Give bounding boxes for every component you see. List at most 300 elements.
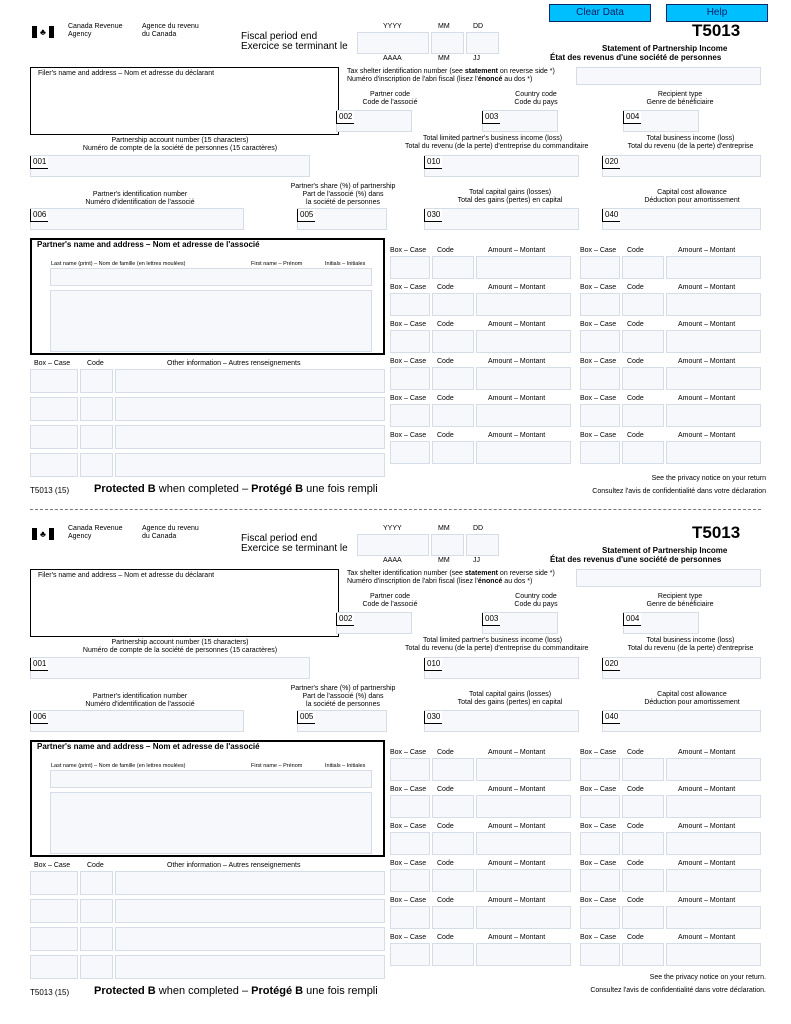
limited-income-label: Total du revenu (de la perte) d'entreprise du commanditaire bbox=[405, 645, 589, 652]
box-code: 003 bbox=[482, 613, 500, 626]
other-code-input[interactable] bbox=[80, 899, 113, 923]
business-income-label: Total business income (loss) bbox=[646, 637, 735, 644]
other-info-input[interactable] bbox=[115, 927, 385, 951]
code-input[interactable] bbox=[432, 293, 474, 316]
other-info-header: Other information – Autres renseignements bbox=[167, 862, 301, 869]
box-case-input[interactable] bbox=[390, 758, 430, 781]
code-header: Code bbox=[627, 284, 644, 291]
box-case-header: Box – Case bbox=[580, 358, 617, 365]
business-income-label: Total du revenu (de la perte) d'entreprise bbox=[627, 645, 754, 652]
box-case-input[interactable] bbox=[580, 943, 620, 966]
box-code: 030 bbox=[424, 711, 442, 724]
box-case-input[interactable] bbox=[580, 758, 620, 781]
capital-gains-input[interactable] bbox=[424, 208, 579, 230]
capital-gains-label: Total des gains (pertes) en capital bbox=[457, 197, 563, 204]
capital-gains-label: Total capital gains (losses) bbox=[468, 189, 552, 196]
limited-income-label: Total du revenu (de la perte) d'entreprise du commanditaire bbox=[405, 143, 589, 150]
code-header: Code bbox=[627, 395, 644, 402]
first-name-label: First name – Prénom bbox=[251, 763, 303, 769]
code-header: Code bbox=[437, 860, 454, 867]
box-case-input[interactable] bbox=[390, 404, 430, 427]
box-code: 040 bbox=[602, 711, 620, 724]
box-code: 001 bbox=[30, 156, 48, 169]
box-code: 003 bbox=[482, 111, 500, 124]
other-box-case-input[interactable] bbox=[30, 955, 78, 979]
amount-input[interactable] bbox=[666, 330, 761, 353]
capital-gains-label: Total capital gains (losses) bbox=[468, 691, 552, 698]
code-header: Code bbox=[627, 321, 644, 328]
box-case-input[interactable] bbox=[390, 869, 430, 892]
other-info-input[interactable] bbox=[115, 955, 385, 979]
box-code: 005 bbox=[297, 711, 315, 724]
box-code: 040 bbox=[602, 209, 620, 222]
account-number-label: Partnership account number (15 characters) bbox=[111, 137, 249, 144]
agency-fr: du Canada bbox=[142, 533, 177, 540]
canada-flag-icon: ♣ bbox=[32, 26, 54, 38]
box-case-header: Box – Case bbox=[580, 321, 617, 328]
other-box-case-input[interactable] bbox=[30, 871, 78, 895]
box-case-input[interactable] bbox=[390, 441, 430, 464]
country-code-label: Country code bbox=[515, 91, 557, 98]
country-code-label: Code du pays bbox=[514, 99, 558, 106]
box-case-input[interactable] bbox=[580, 906, 620, 929]
partner-share-label: Part de l'associé (%) dans bbox=[302, 693, 384, 700]
box-case-input[interactable] bbox=[580, 869, 620, 892]
country-code-label: Country code bbox=[515, 593, 557, 600]
amount-header: Amount – Montant bbox=[488, 321, 546, 328]
code-input[interactable] bbox=[622, 832, 664, 855]
cca-label: Capital cost allowance bbox=[657, 691, 727, 698]
box-code: 030 bbox=[424, 209, 442, 222]
amount-header: Amount – Montant bbox=[488, 860, 546, 867]
code-input[interactable] bbox=[432, 441, 474, 464]
amount-input[interactable] bbox=[476, 441, 571, 464]
code-input[interactable] bbox=[622, 256, 664, 279]
box-code: 004 bbox=[623, 613, 641, 626]
partner-id-label: Partner's identification number bbox=[92, 191, 188, 198]
amount-input[interactable] bbox=[476, 943, 571, 966]
code-header: Code bbox=[437, 432, 454, 439]
amount-input[interactable] bbox=[476, 367, 571, 390]
country-code-label: Code du pays bbox=[514, 601, 558, 608]
code-input[interactable] bbox=[622, 943, 664, 966]
partner-share-label: Part de l'associé (%) dans bbox=[302, 191, 384, 198]
amount-input[interactable] bbox=[666, 293, 761, 316]
help-button[interactable]: Help bbox=[666, 4, 768, 22]
amount-header: Amount – Montant bbox=[678, 284, 736, 291]
code-header: Code bbox=[627, 860, 644, 867]
code-header: Code bbox=[627, 358, 644, 365]
box-case-input[interactable] bbox=[390, 832, 430, 855]
form-title-fr: État des revenus d'une société de personnes bbox=[550, 53, 722, 62]
box-code: 002 bbox=[336, 613, 354, 626]
amount-header: Amount – Montant bbox=[678, 432, 736, 439]
date-label: AAAA bbox=[383, 557, 402, 564]
partner-address-input[interactable] bbox=[50, 792, 372, 854]
privacy-notice-en: See the privacy notice on your return bbox=[651, 475, 766, 482]
box-case-input[interactable] bbox=[580, 441, 620, 464]
form-id: T5013 (15) bbox=[30, 988, 70, 997]
partner-address-input[interactable] bbox=[50, 290, 372, 352]
amount-input[interactable] bbox=[666, 367, 761, 390]
code-input[interactable] bbox=[622, 367, 664, 390]
partner-id-label: Numéro d'identification de l'associé bbox=[85, 701, 195, 708]
amount-input[interactable] bbox=[666, 256, 761, 279]
box-code: 002 bbox=[336, 111, 354, 124]
box-case-input[interactable] bbox=[390, 367, 430, 390]
fiscal-year-input[interactable] bbox=[357, 534, 429, 556]
tax-shelter-label: Numéro d'inscription de l'abri fiscal (lisez l'énoncé au dos *) bbox=[347, 578, 533, 585]
amount-header: Amount – Montant bbox=[678, 749, 736, 756]
tax-shelter-label: Numéro d'inscription de l'abri fiscal (lisez l'énoncé au dos *) bbox=[347, 76, 533, 83]
partner-name-label: Partner's name and address – Nom et adresse de l'associé bbox=[37, 240, 260, 249]
limited-income-input[interactable] bbox=[424, 657, 579, 679]
amount-header: Amount – Montant bbox=[678, 860, 736, 867]
date-label: YYYY bbox=[383, 23, 402, 30]
partner-name-label: Partner's name and address – Nom et adresse de l'associé bbox=[37, 742, 260, 751]
code-header: Code bbox=[437, 823, 454, 830]
box-case-header: Box – Case bbox=[34, 360, 71, 367]
recipient-type-label: Genre de bénéficiaire bbox=[646, 601, 714, 608]
other-box-case-input[interactable] bbox=[30, 927, 78, 951]
tax-shelter-input[interactable] bbox=[576, 67, 761, 85]
box-case-input[interactable] bbox=[580, 293, 620, 316]
box-case-header: Box – Case bbox=[580, 432, 617, 439]
recipient-type-label: Genre de bénéficiaire bbox=[646, 99, 714, 106]
initials-label: Initials – Initiales bbox=[325, 261, 366, 267]
code-input[interactable] bbox=[432, 367, 474, 390]
code-input[interactable] bbox=[432, 832, 474, 855]
amount-header: Amount – Montant bbox=[488, 247, 546, 254]
other-info-input[interactable] bbox=[115, 899, 385, 923]
code-input[interactable] bbox=[432, 906, 474, 929]
amount-input[interactable] bbox=[476, 293, 571, 316]
box-case-header: Box – Case bbox=[390, 860, 427, 867]
amount-input[interactable] bbox=[476, 256, 571, 279]
other-box-case-input[interactable] bbox=[30, 453, 78, 477]
fiscal-period-label: Exercice se terminant le bbox=[241, 543, 348, 554]
limited-income-label: Total limited partner's business income (loss) bbox=[422, 637, 563, 644]
capital-gains-label: Total des gains (pertes) en capital bbox=[457, 699, 563, 706]
other-code-input[interactable] bbox=[80, 397, 113, 421]
code-header: Code bbox=[627, 786, 644, 793]
agency-en: Canada Revenue bbox=[68, 23, 123, 30]
business-income-input[interactable] bbox=[602, 657, 761, 679]
business-income-label: Total du revenu (de la perte) d'entreprise bbox=[627, 143, 754, 150]
code-header: Code bbox=[87, 360, 104, 367]
box-case-header: Box – Case bbox=[580, 284, 617, 291]
agency-en: Agency bbox=[68, 533, 92, 540]
business-income-input[interactable] bbox=[602, 155, 761, 177]
box-case-input[interactable] bbox=[580, 256, 620, 279]
code-header: Code bbox=[87, 862, 104, 869]
box-case-header: Box – Case bbox=[580, 860, 617, 867]
form-id: T5013 (15) bbox=[30, 486, 70, 495]
agency-en: Agency bbox=[68, 31, 92, 38]
box-case-header: Box – Case bbox=[390, 284, 427, 291]
amount-input[interactable] bbox=[666, 832, 761, 855]
box-case-input[interactable] bbox=[580, 832, 620, 855]
account-number-label: Numéro de compte de la société de personnes (15 caractères) bbox=[82, 647, 278, 654]
amount-input[interactable] bbox=[476, 832, 571, 855]
fiscal-month-input[interactable] bbox=[431, 32, 464, 54]
other-info-input[interactable] bbox=[115, 369, 385, 393]
box-case-header: Box – Case bbox=[34, 862, 71, 869]
other-box-case-input[interactable] bbox=[30, 369, 78, 393]
other-info-input[interactable] bbox=[115, 425, 385, 449]
box-case-header: Box – Case bbox=[390, 786, 427, 793]
account-number-label: Partnership account number (15 characters) bbox=[111, 639, 249, 646]
capital-gains-input[interactable] bbox=[424, 710, 579, 732]
first-name-label: First name – Prénom bbox=[251, 261, 303, 267]
limited-income-input[interactable] bbox=[424, 155, 579, 177]
code-input[interactable] bbox=[622, 441, 664, 464]
form-number: T5013 bbox=[692, 21, 741, 40]
initials-label: Initials – Initiales bbox=[325, 763, 366, 769]
box-case-input[interactable] bbox=[580, 404, 620, 427]
box-code: 020 bbox=[602, 156, 620, 169]
code-header: Code bbox=[627, 897, 644, 904]
other-info-input[interactable] bbox=[115, 871, 385, 895]
fiscal-day-input[interactable] bbox=[466, 534, 499, 556]
business-income-label: Total business income (loss) bbox=[646, 135, 735, 142]
box-case-input[interactable] bbox=[580, 367, 620, 390]
code-header: Code bbox=[437, 749, 454, 756]
date-label: YYYY bbox=[383, 525, 402, 532]
canada-flag-icon: ♣ bbox=[32, 528, 54, 540]
amount-input[interactable] bbox=[666, 758, 761, 781]
partner-id-input[interactable] bbox=[30, 710, 244, 732]
fiscal-year-input[interactable] bbox=[357, 32, 429, 54]
agency-fr: Agence du revenu bbox=[142, 525, 199, 532]
other-code-input[interactable] bbox=[80, 955, 113, 979]
code-header: Code bbox=[627, 432, 644, 439]
box-case-header: Box – Case bbox=[390, 358, 427, 365]
fiscal-month-input[interactable] bbox=[431, 534, 464, 556]
filer-label: Filer's name and address – Nom et adresse du déclarant bbox=[38, 70, 215, 77]
partner-id-label: Partner's identification number bbox=[92, 693, 188, 700]
date-label: JJ bbox=[473, 557, 480, 564]
fiscal-period-label: Exercice se terminant le bbox=[241, 41, 348, 52]
cca-input[interactable] bbox=[602, 710, 761, 732]
account-number-label: Numéro de compte de la société de personnes (15 caractères) bbox=[82, 145, 278, 152]
form-number: T5013 bbox=[692, 523, 741, 542]
code-header: Code bbox=[437, 786, 454, 793]
other-code-input[interactable] bbox=[80, 453, 113, 477]
code-input[interactable] bbox=[622, 293, 664, 316]
amount-input[interactable] bbox=[476, 330, 571, 353]
cca-label: Déduction pour amortissement bbox=[644, 197, 740, 204]
amount-input[interactable] bbox=[476, 906, 571, 929]
code-input[interactable] bbox=[432, 943, 474, 966]
form-title-fr: État des revenus d'une société de personnes bbox=[550, 555, 722, 564]
box-case-input[interactable] bbox=[580, 330, 620, 353]
box-case-header: Box – Case bbox=[390, 432, 427, 439]
amount-header: Amount – Montant bbox=[678, 395, 736, 402]
amount-input[interactable] bbox=[666, 869, 761, 892]
date-label: DD bbox=[473, 525, 484, 532]
other-code-input[interactable] bbox=[80, 425, 113, 449]
account-number-input[interactable] bbox=[30, 657, 310, 679]
code-header: Code bbox=[627, 247, 644, 254]
box-case-header: Box – Case bbox=[390, 321, 427, 328]
code-header: Code bbox=[437, 284, 454, 291]
code-input[interactable] bbox=[432, 404, 474, 427]
cca-label: Déduction pour amortissement bbox=[644, 699, 740, 706]
amount-input[interactable] bbox=[666, 943, 761, 966]
box-code: 006 bbox=[30, 711, 48, 724]
box-case-header: Box – Case bbox=[580, 749, 617, 756]
recipient-type-label: Recipient type bbox=[657, 91, 703, 98]
other-box-case-input[interactable] bbox=[30, 899, 78, 923]
last-name-label: Last name (print) – Nom de famille (en lettres moulées) bbox=[51, 763, 186, 769]
box-case-input[interactable] bbox=[390, 330, 430, 353]
form-title-en: Statement of Partnership Income bbox=[602, 44, 728, 53]
box-case-header: Box – Case bbox=[580, 934, 617, 941]
box-case-header: Box – Case bbox=[580, 247, 617, 254]
box-case-input[interactable] bbox=[390, 795, 430, 818]
amount-input[interactable] bbox=[476, 869, 571, 892]
partner-id-label: Numéro d'identification de l'associé bbox=[85, 199, 195, 206]
privacy-notice-fr: Consultez l'avis de confidentialité dans votre déclaration. bbox=[590, 987, 766, 994]
code-input[interactable] bbox=[622, 869, 664, 892]
code-header: Code bbox=[437, 358, 454, 365]
account-number-input[interactable] bbox=[30, 155, 310, 177]
agency-en: Canada Revenue bbox=[68, 525, 123, 532]
box-case-input[interactable] bbox=[390, 293, 430, 316]
box-case-input[interactable] bbox=[390, 906, 430, 929]
box-case-header: Box – Case bbox=[580, 897, 617, 904]
box-code: 004 bbox=[623, 111, 641, 124]
partner-code-label: Code de l'associé bbox=[362, 601, 418, 608]
amount-header: Amount – Montant bbox=[678, 358, 736, 365]
box-case-header: Box – Case bbox=[390, 247, 427, 254]
code-input[interactable] bbox=[622, 758, 664, 781]
box-case-input[interactable] bbox=[580, 795, 620, 818]
code-header: Code bbox=[437, 247, 454, 254]
other-box-case-input[interactable] bbox=[30, 425, 78, 449]
other-code-input[interactable] bbox=[80, 927, 113, 951]
protected-b-notice: Protected B when completed – Protégé B une fois rempli bbox=[94, 483, 378, 495]
amount-header: Amount – Montant bbox=[488, 358, 546, 365]
code-input[interactable] bbox=[622, 795, 664, 818]
clear-data-button[interactable]: Clear Data bbox=[549, 4, 651, 22]
amount-header: Amount – Montant bbox=[488, 786, 546, 793]
amount-input[interactable] bbox=[476, 795, 571, 818]
tax-shelter-input[interactable] bbox=[576, 569, 761, 587]
cca-input[interactable] bbox=[602, 208, 761, 230]
partner-code-label: Partner code bbox=[369, 593, 411, 600]
agency-fr: Agence du revenu bbox=[142, 23, 199, 30]
box-code: 005 bbox=[297, 209, 315, 222]
date-label: DD bbox=[473, 23, 484, 30]
box-case-input[interactable] bbox=[390, 943, 430, 966]
code-input[interactable] bbox=[622, 330, 664, 353]
code-input[interactable] bbox=[432, 795, 474, 818]
box-case-header: Box – Case bbox=[390, 395, 427, 402]
code-input[interactable] bbox=[432, 869, 474, 892]
form-title-en: Statement of Partnership Income bbox=[602, 546, 728, 555]
code-header: Code bbox=[437, 897, 454, 904]
partner-share-label: la société de personnes bbox=[306, 701, 380, 708]
partner-id-input[interactable] bbox=[30, 208, 244, 230]
date-label: MM bbox=[438, 23, 450, 30]
box-case-header: Box – Case bbox=[580, 786, 617, 793]
box-case-header: Box – Case bbox=[390, 823, 427, 830]
amount-header: Amount – Montant bbox=[488, 284, 546, 291]
last-name-label: Last name (print) – Nom de famille (en lettres moulées) bbox=[51, 261, 186, 267]
amount-input[interactable] bbox=[666, 404, 761, 427]
tax-shelter-label: Tax shelter identification number (see statement on reverse side *) bbox=[347, 68, 555, 75]
date-label: MM bbox=[438, 55, 450, 62]
amount-header: Amount – Montant bbox=[488, 934, 546, 941]
cut-line bbox=[30, 509, 761, 510]
amount-header: Amount – Montant bbox=[488, 897, 546, 904]
cca-label: Capital cost allowance bbox=[657, 189, 727, 196]
amount-header: Amount – Montant bbox=[488, 749, 546, 756]
fiscal-period-label: Fiscal period end bbox=[241, 31, 318, 42]
other-box-case-input[interactable] bbox=[30, 397, 78, 421]
recipient-type-label: Recipient type bbox=[657, 593, 703, 600]
box-code: 020 bbox=[602, 658, 620, 671]
code-input[interactable] bbox=[432, 256, 474, 279]
other-info-input[interactable] bbox=[115, 397, 385, 421]
amount-header: Amount – Montant bbox=[678, 934, 736, 941]
box-case-header: Box – Case bbox=[580, 395, 617, 402]
partner-code-label: Partner code bbox=[369, 91, 411, 98]
amount-input[interactable] bbox=[666, 906, 761, 929]
partner-name-input[interactable] bbox=[50, 770, 372, 788]
amount-header: Amount – Montant bbox=[678, 786, 736, 793]
code-header: Code bbox=[627, 823, 644, 830]
protected-b-notice: Protected B when completed – Protégé B une fois rempli bbox=[94, 985, 378, 997]
box-case-header: Box – Case bbox=[390, 934, 427, 941]
amount-header: Amount – Montant bbox=[678, 321, 736, 328]
code-input[interactable] bbox=[432, 330, 474, 353]
partner-share-label: Partner's share (%) of partnership bbox=[290, 183, 396, 190]
amount-header: Amount – Montant bbox=[678, 897, 736, 904]
code-header: Code bbox=[437, 395, 454, 402]
other-code-input[interactable] bbox=[80, 871, 113, 895]
fiscal-day-input[interactable] bbox=[466, 32, 499, 54]
amount-header: Amount – Montant bbox=[678, 247, 736, 254]
privacy-notice-en: See the privacy notice on your return. bbox=[649, 974, 766, 981]
amount-input[interactable] bbox=[476, 404, 571, 427]
date-label: MM bbox=[438, 557, 450, 564]
tax-shelter-label: Tax shelter identification number (see statement on reverse side *) bbox=[347, 570, 555, 577]
amount-input[interactable] bbox=[666, 795, 761, 818]
amount-input[interactable] bbox=[666, 441, 761, 464]
amount-input[interactable] bbox=[476, 758, 571, 781]
code-input[interactable] bbox=[432, 758, 474, 781]
code-header: Code bbox=[437, 934, 454, 941]
partner-name-input[interactable] bbox=[50, 268, 372, 286]
partner-share-label: la société de personnes bbox=[306, 199, 380, 206]
other-code-input[interactable] bbox=[80, 369, 113, 393]
partner-code-label: Code de l'associé bbox=[362, 99, 418, 106]
box-code: 001 bbox=[30, 658, 48, 671]
other-info-input[interactable] bbox=[115, 453, 385, 477]
amount-header: Amount – Montant bbox=[488, 432, 546, 439]
privacy-notice-fr: Consultez l'avis de confidentialité dans votre déclaration bbox=[592, 488, 766, 495]
code-input[interactable] bbox=[622, 906, 664, 929]
code-input[interactable] bbox=[622, 404, 664, 427]
box-case-header: Box – Case bbox=[390, 749, 427, 756]
box-case-input[interactable] bbox=[390, 256, 430, 279]
amount-header: Amount – Montant bbox=[488, 395, 546, 402]
date-label: MM bbox=[438, 525, 450, 532]
limited-income-label: Total limited partner's business income (loss) bbox=[422, 135, 563, 142]
